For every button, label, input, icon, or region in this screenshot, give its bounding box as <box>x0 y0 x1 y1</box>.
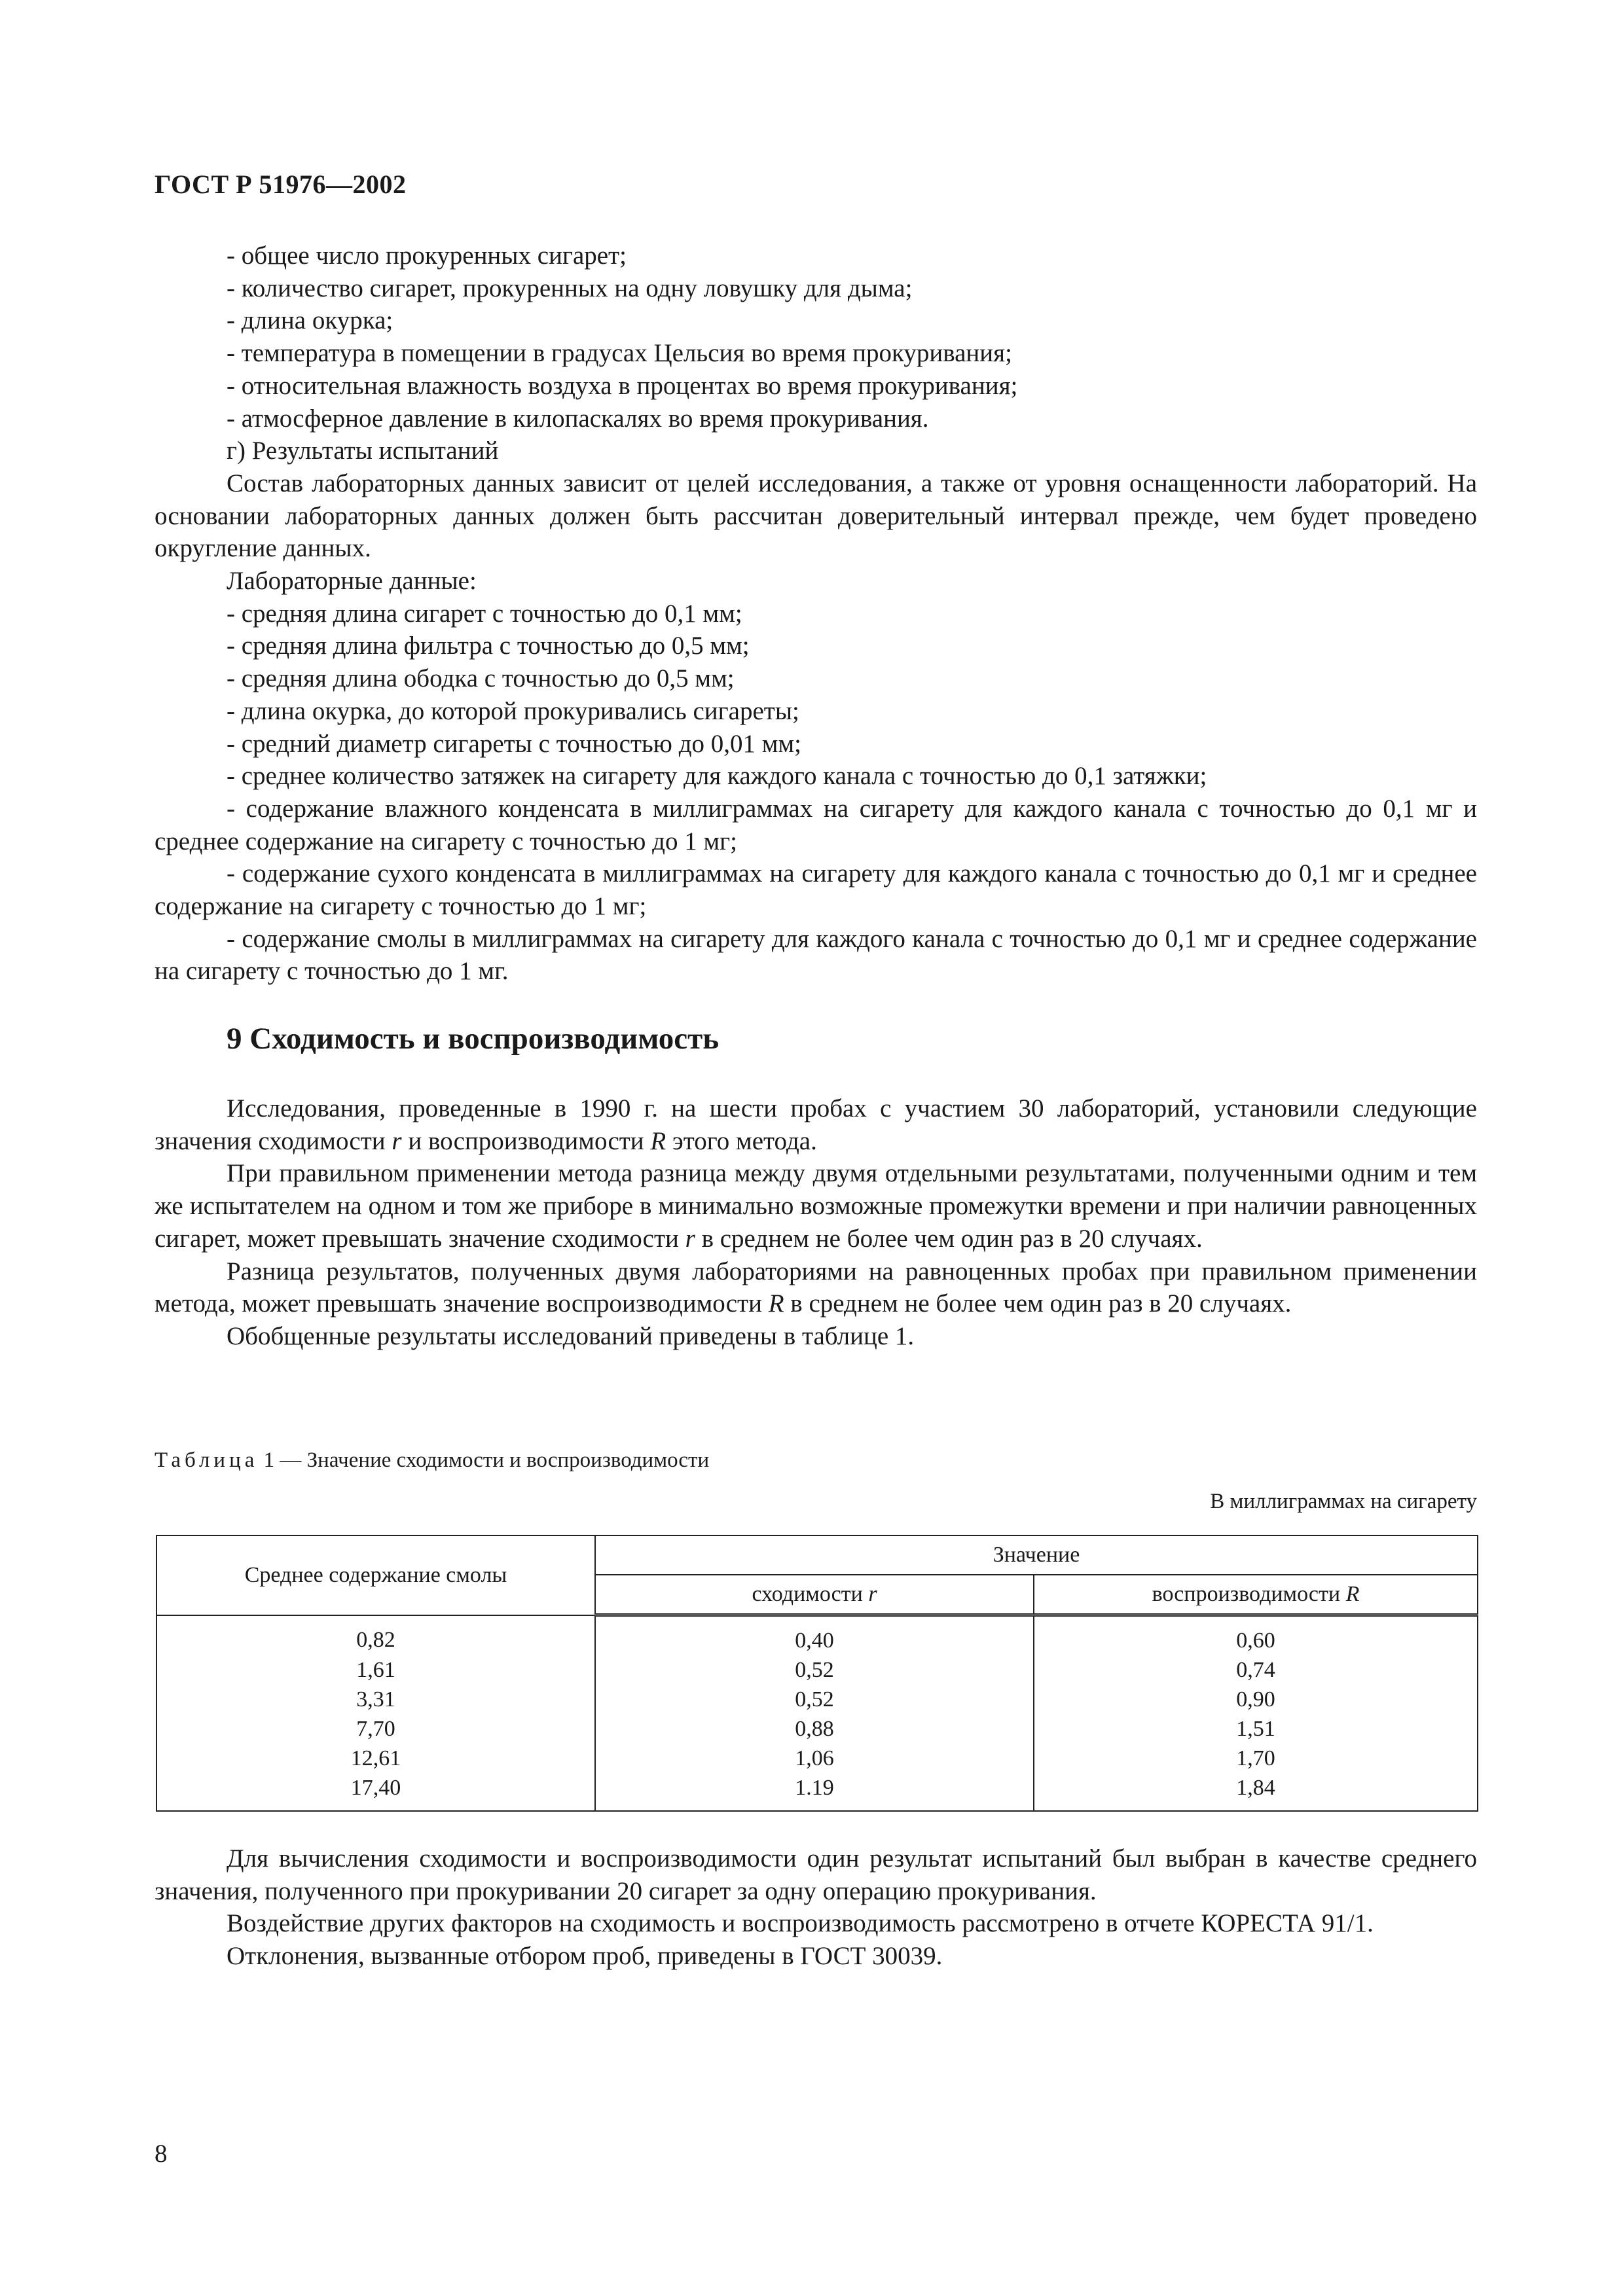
cell-reproducibility: 1,84 <box>1034 1773 1478 1811</box>
col-header-mean-tar: Среднее содержание смолы <box>156 1535 595 1615</box>
cell-repeatability: 1.19 <box>595 1773 1034 1811</box>
paragraph-text: Разница результатов, полученных двумя лабораториями на равноценных пробах при правильном применении метода, может превышать значение воспроизводимости <box>155 1257 1477 1318</box>
table-caption-word: Таблица <box>155 1448 259 1472</box>
table-row <box>156 1685 1478 1714</box>
cell-reproducibility: 1,70 <box>1034 1744 1478 1773</box>
results-subheading: г) Результаты испытаний <box>227 437 499 465</box>
cell-reproducibility: 0,74 <box>1034 1655 1478 1685</box>
paragraph: Для вычисления сходимости и воспроизводимости один результат испытаний был выбран в качестве среднего значения, полученного при прокуривании 20 сигарет за одну операцию прокуривания. <box>155 1844 1477 1905</box>
document-code-header: ГОСТ Р 51976—2002 <box>155 170 407 199</box>
lab-data-item: - средняя длина ободка с точностью до 0,5 мм; <box>227 664 735 693</box>
cell-mean-tar: 1,61 <box>156 1655 595 1685</box>
col-header-value-group: Значение <box>595 1535 1478 1575</box>
cell-mean-tar: 0,82 <box>156 1615 595 1656</box>
cell-repeatability: 0,40 <box>595 1615 1034 1656</box>
table-caption <box>155 1448 709 1473</box>
lab-data-item: - содержание смолы в миллиграммах на сигарету для каждого канала с точностью до 0,1 мг и среднее содержание на сигарету с точностью до 1 мг. <box>155 924 1477 986</box>
list-item: - общее число прокуренных сигарет; <box>227 242 627 270</box>
paragraph: Обобщенные результаты исследований приведены в таблице 1. <box>227 1321 915 1350</box>
lab-data-label: Лабораторные данные: <box>227 567 477 596</box>
col-header-label: сходимости <box>752 1582 869 1606</box>
list-item: - атмосферное давление в килопаскалях во время прокуривания. <box>227 404 929 433</box>
symbol-R: R <box>1345 1582 1360 1606</box>
paragraph <box>155 1092 1477 1157</box>
table-unit-note: В миллиграммах на сигарету <box>1210 1490 1477 1513</box>
cell-reproducibility: 0,60 <box>1034 1615 1478 1656</box>
paragraph-text: Исследования, проведенные в 1990 г. на шести пробах с участием 30 лабораторий, установили следующие значения сходимости <box>155 1094 1477 1155</box>
symbol-R: R <box>768 1289 784 1318</box>
cell-repeatability: 0,52 <box>595 1655 1034 1685</box>
paragraph: Отклонения, вызванные отбором проб, приведены в ГОСТ 30039. <box>227 1942 943 1971</box>
list-item: - относительная влажность воздуха в процентах во время прокуривания; <box>227 371 1018 400</box>
lab-data-item: - средний диаметр сигареты с точностью до 0,01 мм; <box>227 729 801 758</box>
cell-reproducibility: 1,51 <box>1034 1714 1478 1744</box>
after-table-block <box>155 1842 1477 1973</box>
symbol-r: r <box>868 1582 877 1606</box>
cell-mean-tar: 3,31 <box>156 1685 595 1714</box>
results-paragraph: Состав лабораторных данных зависит от целей исследования, а также от уровня оснащенности лабораторий. На основании лабораторных данных должен быть рассчитан доверительный интервал прежде, чем будет проведено округление данных. <box>155 469 1477 563</box>
section-heading: 9 Сходимость и воспроизводимость <box>227 1022 720 1056</box>
table-row <box>156 1655 1478 1685</box>
cell-mean-tar: 7,70 <box>156 1714 595 1744</box>
list-item: - количество сигарет, прокуренных на одну ловушку для дыма; <box>227 274 913 302</box>
table-header-row <box>156 1535 1478 1575</box>
symbol-r: r <box>392 1126 402 1155</box>
col-header-label: воспроизводимости <box>1152 1582 1346 1606</box>
lab-data-item: - длина окурка, до которой прокуривались сигареты; <box>227 696 799 725</box>
cell-repeatability: 0,52 <box>595 1685 1034 1714</box>
paragraph-text: и воспроизводимости <box>401 1126 651 1155</box>
cell-repeatability: 0,88 <box>595 1714 1034 1744</box>
lab-data-item: - средняя длина фильтра с точностью до 0,5 мм; <box>227 632 750 660</box>
paragraph <box>155 1157 1477 1255</box>
list-item: - температура в помещении в градусах Цельсия во время прокуривания; <box>227 339 1012 368</box>
cell-mean-tar: 17,40 <box>156 1773 595 1811</box>
repeatability-table <box>156 1535 1478 1812</box>
testing-conditions-block <box>155 240 1477 988</box>
symbol-r: r <box>685 1224 695 1253</box>
col-header-repeatability <box>595 1575 1034 1615</box>
table-row <box>156 1615 1478 1656</box>
lab-data-item: - содержание сухого конденсата в миллиграммах на сигарету для каждого канала с точностью до 0,1 мг и среднее содержание на сигарету с точностью до 1 мг; <box>155 859 1477 921</box>
col-header-reproducibility <box>1034 1575 1478 1615</box>
table-row <box>156 1773 1478 1811</box>
paragraph: Воздействие других факторов на сходимость и воспроизводимость рассмотрено в отчете КОРЕСТА 91/1. <box>227 1909 1374 1938</box>
paragraph <box>155 1255 1477 1320</box>
section-body <box>155 1092 1477 1353</box>
lab-data-item: - среднее количество затяжек на сигарету для каждого канала с точностью до 0,1 затяжки; <box>227 762 1207 791</box>
cell-repeatability: 1,06 <box>595 1744 1034 1773</box>
cell-reproducibility: 0,90 <box>1034 1685 1478 1714</box>
lab-data-item: - содержание влажного конденсата в миллиграммах на сигарету для каждого канала с точностью до 0,1 мг и среднее содержание на сигарету с точностью до 1 мг; <box>155 794 1477 855</box>
paragraph-text: в среднем не более чем один раз в 20 случаях. <box>784 1289 1292 1318</box>
paragraph-text: этого метода. <box>666 1126 817 1155</box>
paragraph-text: При правильном применении метода разница между двумя отдельными результатами, полученными одним и тем же испытателем на одном и том же приборе в минимально возможные промежутки времени и при наличии равноценных сигарет, может превышать значение сходимости <box>155 1159 1477 1253</box>
table-row <box>156 1744 1478 1773</box>
page-number: 8 <box>155 2140 168 2168</box>
table-caption-text: 1 — Значение сходимости и воспроизводимости <box>258 1448 710 1472</box>
cell-mean-tar: 12,61 <box>156 1744 595 1773</box>
symbol-R: R <box>650 1126 666 1155</box>
list-item: - длина окурка; <box>227 306 393 335</box>
paragraph-text: в среднем не более чем один раз в 20 случаях. <box>695 1224 1203 1253</box>
lab-data-item: - средняя длина сигарет с точностью до 0,1 мм; <box>227 599 742 628</box>
table-row <box>156 1714 1478 1744</box>
